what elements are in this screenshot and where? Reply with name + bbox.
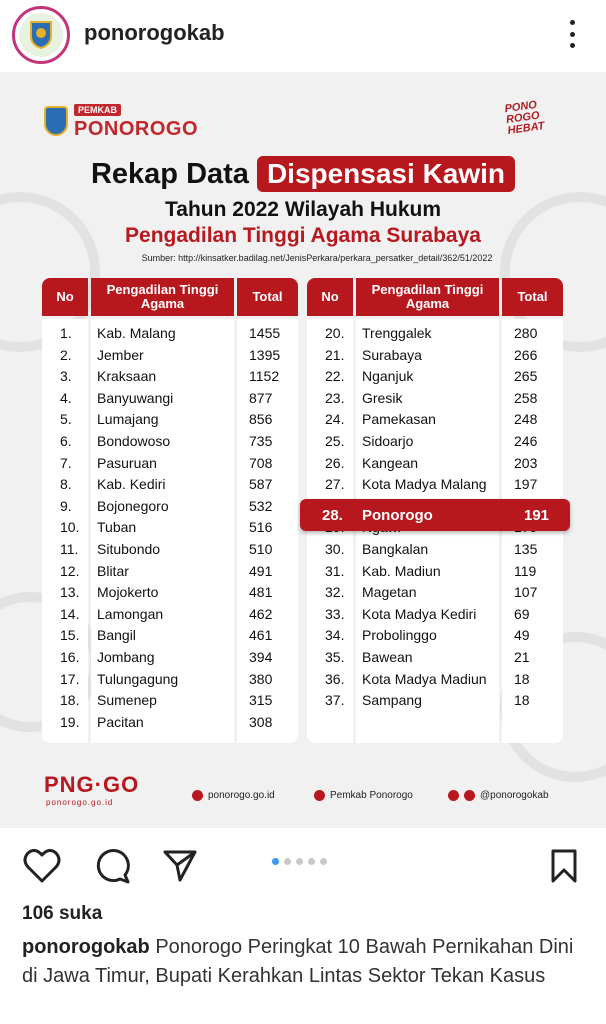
table-cell-no: 31. [325, 562, 345, 579]
globe-icon [192, 790, 203, 801]
logo-bottom-text: PONOROGO [74, 118, 199, 140]
table-cell-name: Bangkalan [362, 540, 429, 557]
table-cell-no: 36. [325, 670, 345, 687]
table-cell-no: 27. [325, 476, 345, 493]
table-cell-no: 15. [60, 627, 80, 644]
table-cell-name: Gresik [362, 389, 403, 406]
bookmark-icon[interactable] [544, 846, 584, 886]
table-cell-no: 5. [60, 411, 72, 428]
table-cell-name: Nganjuk [362, 368, 414, 385]
table-cell-name: Surabaya [362, 346, 422, 363]
table-cell-total: 491 [249, 562, 273, 579]
table-left [42, 278, 298, 743]
table-cell-total: 203 [514, 454, 538, 471]
table-cell-name: Bangil [97, 627, 136, 644]
table-cell-total: 516 [249, 519, 273, 536]
table-cell-no: 13. [60, 584, 80, 601]
table-cell-name: Pasuruan [97, 454, 157, 471]
table-cell-no: 14. [60, 605, 80, 622]
table-cell-total: 394 [249, 648, 273, 665]
table-cell-total: 119 [514, 562, 537, 579]
carousel-dot [320, 858, 327, 865]
subtitle: Tahun 2022 Wilayah Hukum [165, 198, 441, 221]
header-court: Pengadilan Tinggi Agama [356, 278, 499, 316]
table-cell-total: 735 [249, 432, 273, 449]
table-cell-name: Sidoarjo [362, 432, 414, 449]
table-cell-name: Trenggalek [362, 325, 432, 341]
table-cell-total: 510 [249, 540, 273, 557]
footer-social [448, 790, 549, 801]
logo-top-text: PEMKAB [74, 104, 121, 116]
table-cell-total: 1395 [249, 346, 281, 363]
table-cell-total: 380 [249, 670, 273, 687]
table-cell-total: 21 [514, 648, 530, 665]
table-cell-name: Magetan [362, 584, 417, 601]
png-go-logo: PNG·GO [44, 772, 140, 797]
table-cell-no: 32. [325, 584, 345, 601]
table-cell-total: 462 [249, 605, 273, 622]
table-cell-total: 69 [514, 605, 530, 622]
like-count[interactable]: 106 suka [22, 903, 103, 924]
table-cell-total: 197 [514, 476, 538, 493]
footer-web [192, 790, 275, 801]
table-cell-total: 258 [514, 389, 538, 406]
table-cell-total: 18 [514, 692, 530, 709]
header-total: Total [237, 278, 298, 316]
highlight-no: 28. [322, 506, 343, 524]
caption-text: Ponorogo Peringkat 10 Bawah Pernikahan Dini di Jawa Timur, Bupati Kerahkan Lintas Sektor Tekan Kasus [22, 936, 574, 987]
post-header [0, 0, 606, 72]
pemkab-logo [44, 100, 198, 141]
table-cell-total: 280 [514, 325, 538, 341]
carousel-dot [308, 858, 315, 865]
table-cell-total: 135 [514, 540, 538, 557]
carousel-dot [296, 858, 303, 865]
table-cell-total: 708 [249, 454, 273, 471]
table-cell-total: 1152 [249, 368, 280, 385]
table-cell-total: 49 [514, 627, 530, 644]
table-cell-name: Kab. Malang [97, 325, 176, 341]
table-cell-name: Probolinggo [362, 627, 437, 644]
table-cell-name: Banyuwangi [97, 389, 174, 406]
highlight-name: Ponorogo [362, 506, 433, 524]
ponorogo-hebat-logo: PONO ROGO HEBAT [503, 98, 546, 138]
table-cell-no: 22. [325, 368, 345, 385]
table-cell-name: Kraksaan [97, 368, 157, 385]
table-cell-name: Kota Madya Malang [362, 476, 487, 493]
table-cell-name: Sampang [362, 692, 422, 709]
table-cell-total: 856 [249, 411, 273, 428]
header-court: Pengadilan Tinggi Agama [91, 278, 234, 316]
table-cell-no: 33. [325, 605, 345, 622]
table-cell-name: Bojonegoro [97, 497, 169, 514]
footer-facebook [314, 790, 413, 801]
table-cell-no: 30. [325, 540, 345, 557]
header-no: No [42, 278, 88, 316]
table-cell-name: Situbondo [97, 540, 161, 557]
table-cell-no: 26. [325, 454, 345, 471]
table-cell-no: 18. [60, 692, 80, 709]
table-cell-name: Kota Madya Kediri [362, 605, 477, 622]
table-cell-no: 1. [60, 325, 72, 341]
table-cell-total: 315 [249, 692, 273, 709]
table-cell-name: Pacitan [97, 713, 144, 730]
table-cell-no: 23. [325, 389, 345, 406]
table-cell-no: 35. [325, 648, 345, 665]
header-no: No [307, 278, 353, 316]
table-cell-name: Jombang [97, 648, 155, 665]
table-cell-no: 16. [60, 648, 80, 665]
table-cell-no: 25. [325, 432, 345, 449]
table-cell-no: 10. [60, 519, 80, 536]
table-cell-no: 24. [325, 411, 345, 428]
table-cell-name: Pamekasan [362, 411, 436, 428]
table-cell-total: 308 [249, 713, 273, 730]
footer-web-text: ponorogo.go.id [208, 790, 275, 801]
title-plain: Rekap Data [90, 157, 249, 190]
png-go-url: ponorogo.go.id [46, 798, 114, 807]
subtitle-court: Pengadilan Tinggi Agama Surabaya [125, 224, 481, 247]
table-cell-no: 11. [60, 540, 79, 557]
table-cell-total: 265 [514, 368, 538, 385]
highlight-row-ponorogo [300, 499, 570, 531]
carousel-indicator [272, 858, 327, 865]
like-heart-icon[interactable] [22, 846, 62, 886]
username[interactable]: ponorogokab [84, 20, 225, 45]
table-cell-total: 248 [514, 411, 538, 428]
table-cell-no: 21. [325, 346, 345, 363]
source-note: Sumber: http://kinsatker.badilag.net/JenisPerkara/perkara_persatker_detail/362/51/2022 [141, 253, 493, 263]
more-options-icon[interactable] [560, 14, 584, 54]
table-cell-no: 19. [60, 713, 80, 730]
facebook-icon [314, 790, 325, 801]
carousel-dot [272, 858, 279, 865]
table-cell-total: 587 [249, 476, 273, 493]
post-image [0, 72, 606, 828]
table-cell-name: Kota Madya Madiun [362, 670, 487, 687]
table-cell-total: 107 [514, 584, 538, 601]
table-cell-name: Mojokerto [97, 584, 159, 601]
caption [22, 933, 592, 991]
footer-social-text: @ponorogokab [480, 790, 549, 801]
comment-icon[interactable] [92, 846, 132, 886]
table-cell-no: 8. [60, 476, 72, 493]
highlight-total: 191 [524, 506, 550, 524]
table-cell-name: Kab. Madiun [362, 562, 441, 579]
table-cell-no: 6. [60, 432, 72, 449]
table-cell-name: Sumenep [97, 692, 157, 709]
table-cell-no: 37. [325, 692, 345, 709]
table-cell-no: 9. [60, 497, 72, 514]
ponorogo-emblem-icon [19, 13, 63, 57]
post-title [0, 156, 606, 192]
table-cell-name: Bawean [362, 648, 413, 665]
table-cell-name: Lamongan [97, 605, 164, 622]
table-cell-no: 20. [325, 325, 345, 341]
table-cell-total: 877 [249, 389, 273, 406]
table-cell-name: Blitar [97, 562, 129, 579]
instagram-icon [464, 790, 475, 801]
table-cell-no: 4. [60, 389, 72, 406]
table-cell-total: 461 [249, 627, 273, 644]
table-cell-total: 18 [514, 670, 530, 687]
table-cell-name: Jember [97, 346, 144, 363]
table-cell-name: Bondowoso [97, 432, 171, 449]
table-cell-no: 7. [60, 454, 72, 471]
table-cell-no: 34. [325, 627, 345, 644]
table-cell-no: 3. [60, 368, 72, 385]
table-cell-name: Kangean [362, 454, 419, 471]
table-cell-total: 246 [514, 432, 538, 449]
table-cell-total: 1455 [249, 325, 281, 341]
twitter-icon [448, 790, 459, 801]
table-cell-name: Tulungagung [97, 670, 179, 687]
footer-fb-text: Pemkab Ponorogo [330, 790, 413, 801]
title-highlight: Dispensasi Kawin [257, 156, 515, 192]
table-cell-total: 266 [514, 346, 538, 363]
table-cell-total: 532 [249, 497, 273, 514]
table-cell-total: 481 [249, 584, 273, 601]
table-cell-no: 12. [60, 562, 80, 579]
table-cell-no: 17. [60, 670, 80, 687]
table-cell-name: Lumajang [97, 411, 159, 428]
header-total: Total [502, 278, 563, 316]
carousel-dot [284, 858, 291, 865]
avatar[interactable] [12, 6, 70, 64]
table-cell-no: 2. [60, 346, 72, 363]
table-cell-name: Tuban [97, 519, 137, 536]
caption-author[interactable]: ponorogokab [22, 936, 150, 958]
shield-icon [44, 106, 68, 136]
table-cell-name: Kab. Kediri [97, 476, 166, 493]
share-send-icon[interactable] [160, 846, 200, 886]
